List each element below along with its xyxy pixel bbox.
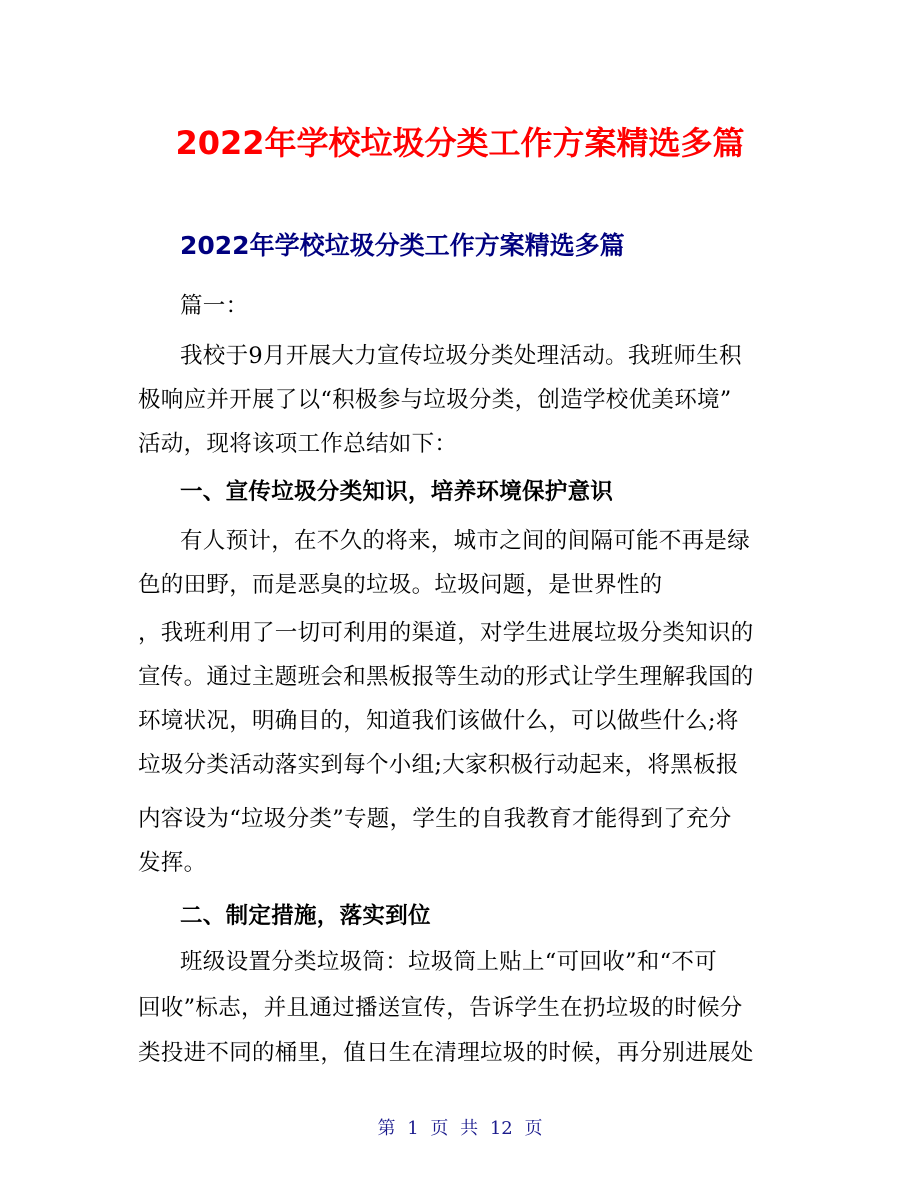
paragraph-line: 发挥。 bbox=[138, 850, 207, 876]
paragraph-line: 垃圾分类活动落实到每个小组;大家积极行动起来，将黑板报 bbox=[138, 752, 739, 778]
paragraph-line: 活动，现将该项工作总结如下： bbox=[138, 431, 458, 457]
page-number-footer: 第 1 页 共 12 页 bbox=[377, 1118, 543, 1139]
paragraph-line: 班级设置分类垃圾筒：垃圾筒上贴上“可回收”和“不可 bbox=[180, 949, 718, 975]
paragraph-line: 有人预计，在不久的将来，城市之间的间隔可能不再是绿 bbox=[180, 528, 751, 554]
section-heading: 二、制定措施，落实到位 bbox=[180, 903, 431, 929]
paragraph-line: 极响应并开展了以“积极参与垃圾分类，创造学校优美环境” bbox=[138, 387, 732, 413]
paragraph-line: 色的田野，而是恶臭的垃圾。垃圾问题，是世界性的 bbox=[138, 572, 663, 598]
paragraph-line: 环境状况，明确目的，知道我们该做什么，可以做些什么;将 bbox=[138, 708, 739, 734]
section-heading: 一、宣传垃圾分类知识，培养环境保护意识 bbox=[180, 479, 614, 505]
paragraph-line: 宣传。通过主题班会和黑板报等生动的形式让学生理解我国的 bbox=[138, 664, 754, 690]
paragraph-line: 我校于9月开展大力宣传垃圾分类处理活动。我班师生积 bbox=[180, 343, 742, 369]
paragraph-line: ，我班利用了一切可利用的渠道，对学生进展垃圾分类知识的 bbox=[138, 620, 754, 646]
section-title: 2022年学校垃圾分类工作方案精选多篇 bbox=[180, 231, 625, 260]
paragraph-line: 类投进不同的桶里，值日生在清理垃圾的时候，再分别进展处 bbox=[138, 1040, 754, 1066]
paragraph-line: 内容设为“垃圾分类”专题，学生的自我教育才能得到了充分 bbox=[138, 806, 732, 832]
document-title: 2022年学校垃圾分类工作方案精选多篇 bbox=[175, 124, 745, 162]
paragraph-line: 篇一： bbox=[180, 293, 249, 319]
paragraph-line: 回收”标志，并且通过播送宣传，告诉学生在扔垃圾的时候分 bbox=[138, 995, 743, 1021]
